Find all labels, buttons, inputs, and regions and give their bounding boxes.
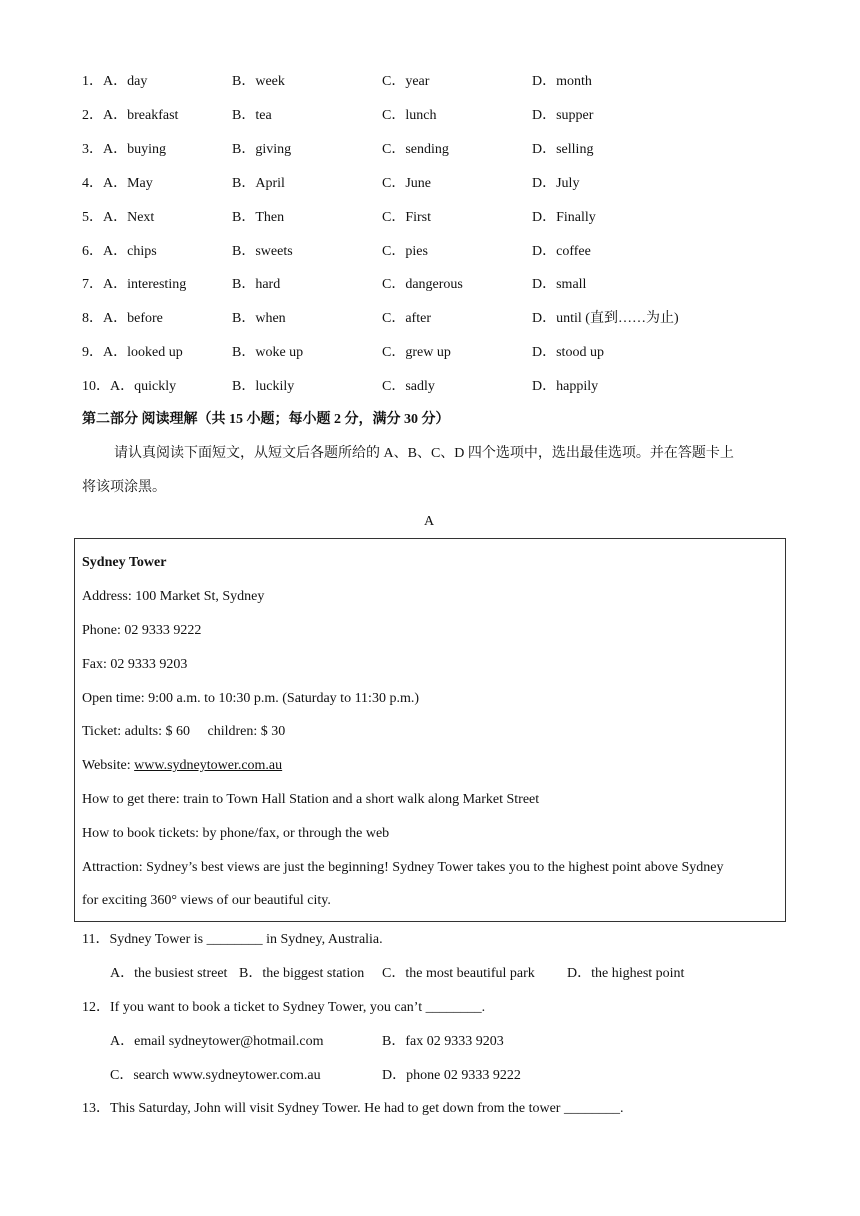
question-11-option-a: A．the busiest street (110, 966, 228, 981)
option-a-text: A．buying (103, 142, 166, 157)
info-attraction-line-2: for exciting 360° views of our beautiful city. (82, 893, 331, 908)
option-a-text: A．Next (103, 210, 155, 225)
info-attraction-line-1: Attraction: Sydney’s best views are just the beginning! Sydney Tower takes you to the highest point above Sydney (82, 860, 724, 875)
option-a-text: A．chips (103, 244, 157, 259)
option-a-text: A．day (103, 74, 148, 89)
option-c: C．year (382, 74, 430, 89)
option-c: C．sending (382, 142, 449, 157)
question-11-stem: 11．Sydney Tower is ________ in Sydney, Australia. (82, 932, 383, 947)
question-number: 10． (82, 379, 110, 394)
option-d: D．month (532, 74, 592, 89)
option-a (82, 309, 163, 329)
option-a-text: A．quickly (110, 379, 177, 394)
option-c: C．pies (382, 244, 428, 259)
question-12-option-d: D．phone 02 9333 9222 (382, 1068, 521, 1083)
instruction-line-2: 将该项涂黑。 (82, 480, 166, 495)
question-number: 9． (82, 345, 103, 360)
option-d: D．supper (532, 108, 594, 123)
option-d: D．July (532, 176, 580, 191)
option-b: B．when (232, 311, 286, 326)
option-d: D．Finally (532, 210, 596, 225)
option-a (82, 208, 154, 228)
option-d: D．stood up (532, 345, 604, 360)
info-fax: Fax: 02 9333 9203 (82, 657, 188, 672)
question-number: 6． (82, 244, 103, 259)
option-a-text: A．looked up (103, 345, 183, 360)
option-b: B．giving (232, 142, 292, 157)
question-number: 1． (82, 74, 103, 89)
option-c: C．June (382, 176, 431, 191)
question-12-stem: 12．If you want to book a ticket to Sydney Tower, you can’t ________. (82, 1000, 486, 1015)
option-c: C．First (382, 210, 432, 225)
option-a (82, 174, 153, 194)
option-b: B．April (232, 176, 285, 191)
option-a (82, 377, 176, 397)
passage-label: A (424, 514, 435, 529)
info-ticket: Ticket: adults: $ 60 children: $ 30 (82, 724, 286, 739)
option-b: B．week (232, 74, 285, 89)
option-b: B．tea (232, 108, 272, 123)
option-d: D．coffee (532, 244, 591, 259)
option-b: B．hard (232, 277, 281, 292)
website-label: Website: (82, 758, 135, 773)
question-number: 7． (82, 277, 103, 292)
option-c: C．after (382, 311, 431, 326)
option-a-text: A．May (103, 176, 153, 191)
question-number: 2． (82, 108, 103, 123)
website-link[interactable]: www.sydneytower.com.au (134, 758, 283, 773)
option-c: C．dangerous (382, 277, 463, 292)
info-title: Sydney Tower (82, 555, 167, 570)
question-number: 8． (82, 311, 103, 326)
instruction-line-1: 请认真阅读下面短文，从短文后各题所给的 A、B、C、D 四个选项中，选出最佳选项。并在答题卡上 (114, 446, 734, 461)
info-website (82, 756, 282, 776)
info-address: Address: 100 Market St, Sydney (82, 589, 265, 604)
question-number: 5． (82, 210, 103, 225)
option-a-text: A．interesting (103, 277, 187, 292)
section-heading: 第二部分 阅读理解（共 15 小题；每小题 2 分，满分 30 分） (82, 412, 450, 427)
question-11-option-c: C．the most beautiful park (382, 966, 535, 981)
option-d: D．until (直到……为止) (532, 311, 679, 326)
question-13-stem: 13．This Saturday, John will visit Sydney Tower. He had to get down from the tower ________. (82, 1101, 624, 1116)
option-c: C．grew up (382, 345, 451, 360)
question-11-option-b: B．the biggest station (239, 966, 365, 981)
option-a (82, 242, 157, 262)
option-b: B．sweets (232, 244, 293, 259)
option-b: B．Then (232, 210, 285, 225)
option-c: C．sadly (382, 379, 435, 394)
option-a (82, 72, 147, 92)
option-d: D．small (532, 277, 587, 292)
option-a-text: A．before (103, 311, 163, 326)
info-phone: Phone: 02 9333 9222 (82, 623, 202, 638)
question-12-option-a: A．email sydneytower@hotmail.com (110, 1034, 324, 1049)
option-a (82, 106, 178, 126)
option-d: D．happily (532, 379, 599, 394)
option-a (82, 275, 186, 295)
question-number: 4． (82, 176, 103, 191)
question-number: 3． (82, 142, 103, 157)
sydney-tower-info-box (74, 538, 786, 922)
question-11-option-d: D．the highest point (567, 966, 685, 981)
info-open-time: Open time: 9:00 a.m. to 10:30 p.m. (Saturday to 11:30 p.m.) (82, 691, 419, 706)
option-a (82, 343, 183, 363)
question-12-option-b: B．fax 02 9333 9203 (382, 1034, 504, 1049)
option-d: D．selling (532, 142, 594, 157)
option-a (82, 140, 166, 160)
question-12-option-c: C．search www.sydneytower.com.au (110, 1068, 321, 1083)
info-how-to-book: How to book tickets: by phone/fax, or through the web (82, 826, 390, 841)
info-how-to-get: How to get there: train to Town Hall Station and a short walk along Market Street (82, 792, 540, 807)
option-b: B．woke up (232, 345, 304, 360)
option-c: C．lunch (382, 108, 437, 123)
option-b: B．luckily (232, 379, 295, 394)
option-a-text: A．breakfast (103, 108, 179, 123)
